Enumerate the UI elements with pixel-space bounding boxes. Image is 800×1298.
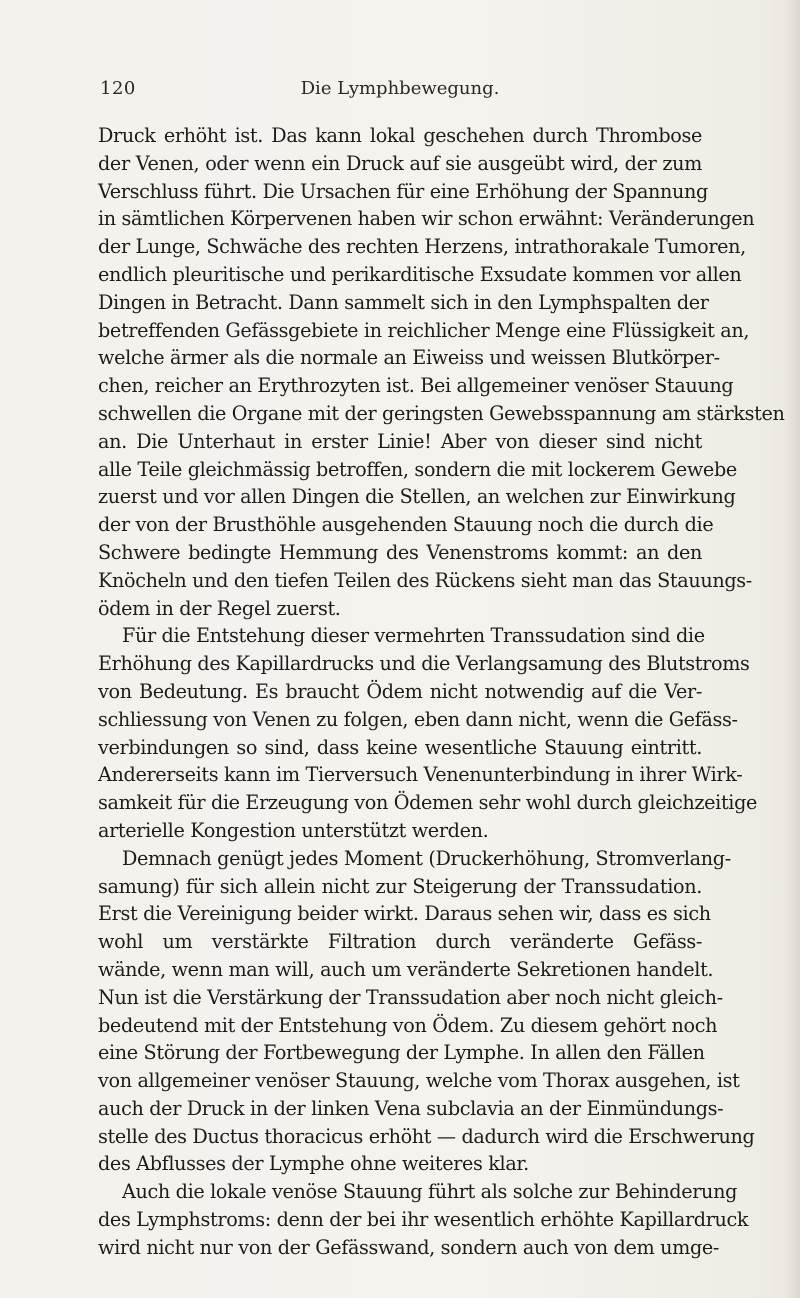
text-line: wände, wenn man will, auch um veränderte Sekretionen handelt. xyxy=(98,957,714,981)
paragraph xyxy=(98,845,755,1179)
text-line: wohl um verstärkte Filtration durch veränderte Gefäss- xyxy=(98,930,702,954)
text-line: Erhöhung des Kapillardrucks und die Verlangsamung des Blutstroms xyxy=(98,652,750,676)
text-line: Dingen in Betracht. Dann sammelt sich in den Lymphspalten der xyxy=(98,290,709,314)
text-line: auch der Druck in der linken Vena subclavia an der Einmündungs- xyxy=(98,1096,724,1120)
text-line: Für die Entstehung dieser vermehrten Transsudation sind die xyxy=(122,624,705,648)
text-line: wird nicht nur von der Gefässwand, sondern auch von dem umge- xyxy=(98,1235,720,1259)
text-line: Andererseits kann im Tierversuch Venenunterbindung in ihrer Wirk- xyxy=(98,763,743,787)
text-line: an. Die Unterhaut in erster Linie! Aber von dieser sind nicht xyxy=(98,429,702,453)
text-line: der Lunge, Schwäche des rechten Herzens, intrathorakale Tumoren, xyxy=(98,235,746,259)
text-line: des Lymphstroms: denn der bei ihr wesentlich erhöhte Kapillardruck xyxy=(98,1208,749,1232)
text-line: Knöcheln und den tiefen Teilen des Rückens sieht man das Stauungs- xyxy=(98,568,752,592)
running-title: Die Lymphbewegung. xyxy=(300,78,500,99)
text-line: ödem in der Regel zuerst. xyxy=(98,596,341,620)
page-edge-shadow xyxy=(786,0,800,1298)
paragraph xyxy=(98,1178,749,1261)
text-line: stelle des Ductus thoracicus erhöht — dadurch wird die Erschwerung xyxy=(98,1124,755,1148)
text-line: Nun ist die Verstärkung der Transsudation aber noch nicht gleich- xyxy=(98,985,723,1009)
text-line: Demnach genügt jedes Moment (Druckerhöhung, Stromverlang- xyxy=(122,846,731,870)
text-line: der von der Brusthöhle ausgehenden Stauung noch die durch die xyxy=(98,513,714,537)
page-number: 120 xyxy=(100,78,136,99)
text-line: chen, reicher an Erythrozyten ist. Bei allgemeiner venöser Stauung xyxy=(98,374,734,398)
text-line: in sämtlichen Körpervenen haben wir schon erwähnt: Veränderungen xyxy=(98,207,755,231)
paragraph xyxy=(98,122,785,622)
text-line: welche ärmer als die normale an Eiweiss und weissen Blutkörper- xyxy=(98,346,720,370)
text-line: samkeit für die Erzeugung von Ödemen sehr wohl durch gleichzeitige xyxy=(98,791,758,815)
text-line: alle Teile gleichmässig betroffen, sondern die mit lockerem Gewebe xyxy=(98,457,737,481)
text-line: endlich pleuritische und perikarditische Exsudate kommen vor allen xyxy=(98,262,742,286)
text-line: von Bedeutung. Es braucht Ödem nicht notwendig auf die Ver- xyxy=(98,679,702,703)
text-line: schwellen die Organe mit der geringsten Gewebsspannung am stärksten xyxy=(98,401,785,425)
text-line: samung) für sich allein nicht zur Steigerung der Transsudation. xyxy=(98,874,702,898)
text-line: des Abflusses der Lymphe ohne weiteres klar. xyxy=(98,1152,529,1176)
text-line: Verschluss führt. Die Ursachen für eine Erhöhung der Spannung xyxy=(98,179,708,203)
text-line: bedeutend mit der Entstehung von Ödem. Zu diesem gehört noch xyxy=(98,1013,718,1037)
text-line: von allgemeiner venöser Stauung, welche vom Thorax ausgehen, ist xyxy=(98,1069,740,1093)
text-line: Erst die Vereinigung beider wirkt. Daraus sehen wir, dass es sich xyxy=(98,902,711,926)
text-line: Druck erhöht ist. Das kann lokal geschehen durch Thrombose xyxy=(98,124,702,147)
text-line: eine Störung der Fortbewegung der Lymphe. In allen den Fällen xyxy=(98,1041,705,1065)
paragraph xyxy=(98,622,758,844)
text-line: Auch die lokale venöse Stauung führt als solche zur Behinderung xyxy=(122,1180,738,1204)
body-text xyxy=(98,122,785,1262)
text-line: betreffenden Gefässgebiete in reichlicher Menge eine Flüssigkeit an, xyxy=(98,318,750,342)
text-line: schliessung von Venen zu folgen, eben dann nicht, wenn die Gefäss- xyxy=(98,707,738,731)
text-line: verbindungen so sind, dass keine wesentliche Stauung eintritt. xyxy=(98,735,702,759)
page-header xyxy=(98,78,702,106)
text-line: Schwere bedingte Hemmung des Venenstroms kommt: an den xyxy=(98,540,702,564)
text-line: der Venen, oder wenn ein Druck auf sie ausgeübt wird, der zum xyxy=(98,151,702,175)
text-line: arterielle Kongestion unterstützt werden. xyxy=(98,818,489,842)
text-line: zuerst und vor allen Dingen die Stellen, an welchen zur Einwirkung xyxy=(98,485,736,509)
